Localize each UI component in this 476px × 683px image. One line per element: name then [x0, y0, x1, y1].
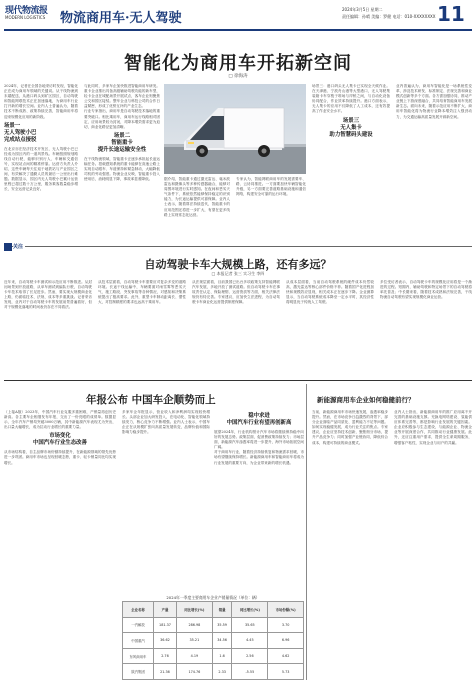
- article2-headline: 自动驾驶卡车大规模上路，还有多远？: [144, 258, 332, 271]
- article2-column-4: [286, 280, 374, 376]
- table-row: [123, 648, 304, 664]
- table-cell: 产量: [153, 602, 176, 618]
- article4-column-1: [312, 410, 388, 680]
- article1-column-3b: [236, 177, 306, 242]
- article1-paragraph: 行业专家指出，商用车是自动驾驶技术落地的重要突破口。相比乘用车，商用车运行线路相对固定，应用场景较为封闭，对降本增效需求更为迫切，商业化路径更加清晰。: [84, 109, 160, 129]
- table-cell: 35.59: [212, 617, 232, 633]
- subhead-line: 智能重卡: [111, 139, 133, 146]
- subhead-line: 完成站点接驳: [4, 136, 37, 143]
- article1-subhead-3: [312, 118, 390, 139]
- section-tag-marker: [4, 243, 12, 251]
- article1-subhead-2: [84, 133, 160, 154]
- subhead-line: 无人集卡: [340, 124, 362, 131]
- table-header-row: [123, 602, 304, 618]
- table-cell: 同比增长(%): [232, 602, 268, 618]
- table-cell: 陕汽集团: [123, 664, 154, 680]
- table-cell: 181.37: [153, 617, 176, 633]
- article1-column-4: [312, 84, 390, 242]
- table-cell: 销量: [212, 602, 232, 618]
- table-row: [123, 617, 304, 633]
- article2-column-3: [192, 280, 280, 376]
- table-cell: 4.19: [177, 648, 213, 664]
- article1-column-5: [396, 84, 472, 242]
- table-cell: 东风商用车: [123, 648, 154, 664]
- editor-info: 责任编辑：孙晴 美编：罗健 电话：010-XXXXXXXX: [342, 14, 436, 19]
- table-row: [123, 664, 304, 680]
- subhead-line: 提升长途运输安全性: [97, 146, 147, 153]
- article3-paragraph: 对于商用车行业，随着经济持续恢复和物流需求回暖，市场有望继续保持增长。新能源商用车和智能商用车将成为行业发展的重要方向，为企业带来新的增长机遇。: [214, 450, 304, 465]
- section-tag: 关注: [13, 244, 24, 250]
- article3-paragraph: 从市场结构看，自主品牌市场份额持续提升，在新能源领域的领先优势进一步巩固。商用车市场也呈现回暖态势，重卡、轻卡销量同比均实现增长。: [4, 450, 116, 465]
- table-cell: -5.55: [232, 664, 268, 680]
- table-cell: 3.70: [268, 617, 304, 633]
- table-cell: 中国重汽: [123, 633, 154, 649]
- article3-column-3: [214, 410, 304, 592]
- table-cell: 21.36: [153, 664, 176, 680]
- table-cell: 4.62: [268, 648, 304, 664]
- article2-column-5: [380, 280, 472, 376]
- subhead-kicker: 场景三: [342, 117, 360, 124]
- article1-paragraph: 专家认为，智能网联商用车的发展需要车、路、云协同推进。一方面要加快车辆智能化升级，另一方面要完善道路基础设施和通信网络，构建安全可靠的运行环境。: [236, 177, 306, 197]
- subhead-line: 中国汽车行业有望再创新高: [226, 420, 292, 426]
- article2-paragraph: 从成本层面看，当前自动驾驶系统的硬件成本仍然较高，激光雷达等核心部件价格不菲。随着国产化进程加快和规模效应显现，相关成本正在逐步下降。企业测算显示，当自动驾驶系统成本降至一定水平时，其经济性将明显优于传统人工驾驶。: [286, 280, 374, 305]
- article1-paragraph: 据介绍，智能重卡通过激光雷达、毫米波雷达和摄像头等多种传感器融合，能够对周围环境进行实时感知。在夜间和恶劣天气条件下，系统依然能够保持稳定的识别能力，为长途运输提供可靠保障。业内人士表示，随着算法持续迭代，智能重卡的应用范围还将进一步扩大，有望在更多线路上实现常态化运营。: [164, 177, 230, 217]
- table-cell: 5.73: [268, 664, 304, 680]
- article2-paragraph: 从技术层面看，自动驾驶卡车需要应对复杂多变的道路环境。长途干线运输中，车辆要面对雨雪雾等恶劣天气、施工路段、突发事故等各种情况，对感知和决策系统提出了极高要求。此外，重型卡车制动距离长、惯性大，对控制精度的要求也远高于乘用车。: [98, 280, 186, 305]
- article1-paragraph: 与此同时，多家车企加快推进智能商用车研发。重卡企业推出具备高级辅助驾驶功能的新车型，轻卡企业在城配场景开展试点，客车企业则聚焦公交和园区接驳。整车企业与科技公司的合作日益紧密，形成了优势互补的产业生态。: [84, 84, 160, 109]
- table-cell: 286.98: [177, 617, 213, 633]
- article4-headline: 新能源商用车企业如何稳健前行？: [317, 396, 415, 404]
- truck-photo-image: [164, 84, 306, 174]
- article4-column-2: [394, 410, 472, 680]
- article1-paragraph: 在干线物流领域，智能重卡正逐步承担起长途运输任务。搭载感知系统的重卡能够在高速公路上实现自动跟车、车道保持和紧急制动，大幅降低司机的劳动强度。物流企业反映，智能重卡投入使用后，油耗明显下降，事故率显著降低。: [84, 156, 160, 182]
- section-divider-bottom: [4, 380, 472, 381]
- table-cell: 35.65: [232, 617, 268, 633]
- article1-paragraph: 在北京亦庄经济技术开发区，无人驾驶小巴已经成为园区内的一道风景线。车辆按照规划路线自动行驶，能够识别行人、车辆和交通信号，实现站点间的精准停靠。运营方负责人介绍，这些车辆每天往返于地铁站与产业园区之间，有效解决了通勤人员的最后一公里出行难题。数据显示，园区内无人驾驶小巴累计运营里程已超过数十万公里，服务乘客数量稳步增长，安全运营记录良好。: [4, 146, 78, 192]
- subhead-kicker: 稳中求进: [248, 413, 270, 419]
- table-cell: 2.56: [232, 648, 268, 664]
- article3-paragraph: 多家车企年报显示，营业收入和净利润均实现较快增长。头部企业加大研发投入，在电动化、智能化领域持续发力，核心竞争力不断增强。业内人士表示，中国车企正在从规模扩张向高质量发展转变，品牌价值和国际影响力稳步提升。: [122, 410, 210, 435]
- article2-paragraph: 多位受访者表示，自动驾驶卡车的规模化应用将是一个渐进的过程。短期内，辅助驾驶和特定场景下的自动驾驶将率先普及；中长期来看，随着技术成熟和法规完善，干线物流自动驾驶有望实现规模化商业运营。: [380, 280, 472, 300]
- table-row: [123, 633, 304, 649]
- article4-paragraph: 当前，新能源商用车市场快速发展，渗透率稳步提升。然而，在市场竞争日趋激烈的背景下，部分企业面临产品同质化、盈利能力不足等问题。如何实现稳健发展，成为行业关注的焦点。专家建议，企业应坚持技术创新，聚焦细分市场，提升产品竞争力；同时加强产业链协同，降低综合成本，构建可持续的商业模式。: [312, 410, 388, 445]
- subhead-line: 中国汽车行业生态改善: [33, 440, 87, 447]
- table-cell: 35.21: [177, 633, 213, 649]
- table-cell: 4.45: [232, 633, 268, 649]
- article1-paragraph: 业内普遍认为，商用车智能化是一场系统性变革，涉及技术研发、标准制定、法规完善和商业模式创新等多个方面。各方需加强协同，推动产业链上下游深度融合，共同培育智能商用车发展新生态。面向未来，随着示范应用不断扩大，商用车智能化将为物流行业降本增效注入强劲动力，为交通运输高质量发展开辟新空间。: [396, 84, 472, 119]
- column-divider: [306, 384, 307, 680]
- article1-column-1: [4, 84, 78, 242]
- article3-column-1: [4, 410, 116, 680]
- masthead-rule: [4, 29, 472, 31]
- table-cell: 市场份额(%): [268, 602, 304, 618]
- article1-column-2: [84, 84, 160, 242]
- subhead-kicker: 场景一: [4, 122, 21, 129]
- data-table: [122, 601, 304, 680]
- article3-subhead-2: [214, 413, 304, 427]
- table-cell: 企业名称: [123, 602, 154, 618]
- article3-subhead-1: [4, 433, 116, 447]
- masthead: [0, 0, 476, 30]
- table-cell: 36.62: [153, 633, 176, 649]
- table-cell: 同比增长(%): [177, 602, 213, 618]
- newspaper-logo: 现代物流报: [5, 6, 48, 16]
- article1-paragraph: 场景三：港口码头无人集卡已实现全天候作业。在天津港、宁波舟山港等大型港口，无人驾驶集装箱卡车穿梭于堆场与岸桥之间，与自动化设备协同配合，作业效率持续提升。港口方面表示，无人集卡的应用不仅降低了人工成本，还有效提高了作业安全水平。: [312, 84, 390, 114]
- section-divider: [4, 246, 472, 247]
- article1-subhead-1: [4, 123, 78, 144]
- article3-column-2: [122, 410, 210, 592]
- table-cell: 2.76: [153, 648, 176, 664]
- newspaper-logo-sub: MODERN LOGISTICS: [5, 15, 46, 20]
- subhead-line: 无人驾驶小巴: [4, 129, 37, 136]
- subhead-kicker: 场景二: [113, 132, 131, 139]
- article2-column-2: [98, 280, 186, 376]
- table-cell: 1.6: [212, 648, 232, 664]
- section-title: 物流商用车·无人驾驶: [60, 11, 182, 26]
- article2-column-1: [4, 280, 92, 376]
- article1-column-3: [164, 177, 230, 242]
- table-cell: 174.76: [177, 664, 213, 680]
- article1-byline: □ 徐海涛: [228, 74, 248, 79]
- table-cell: 2.33: [212, 664, 232, 680]
- issue-date: 2024年3月5日 星期二: [342, 7, 383, 12]
- article3-headline: 年报公布 中国车企顺势而上: [86, 394, 216, 406]
- article1-headline: 智能化为商用车开拓新空间: [124, 53, 352, 74]
- table-cell: 6.96: [268, 633, 304, 649]
- page-number: 11: [437, 2, 465, 26]
- article4-paragraph: 业内人士指出，新能源商用车的推广应用离不开完善的基础设施支撑。充换电网络建设、氢能供应体系完善等，都是影响行业发展的关键因素。企业应积极参与生态建设，与能源企业、物流企业等开展深度合作，共同推动行业健康发展。此外，还应注重用户需求，提供全生命周期服务，增强客户粘性，实现企业与用户的共赢。: [394, 410, 472, 445]
- article2-paragraph: 近年来，自动驾驶卡车测试和示范应用不断推进。从封闭场景到开放道路，从单车测试到编队行驶，自动驾驶卡车技术取得了长足进步。然而，要实现大规模商业化上路，仍面临技术、法规、成本等多重挑战。记者采访发现，业内对于自动驾驶卡车的发展前景普遍看好，但对于规模化落地的时间表仍存在不同看法。: [4, 280, 92, 310]
- subhead-kicker: 市场变化: [49, 433, 71, 440]
- article1-paragraph: 2024年，记者在全国各地采访时发现，智能化正在成为商用车领域的关键词。从干线物流到末端配送，从港口码头到矿区园区，自动驾驶和智能网联技术正在加速落地，为商用车行业打开新的增长空间。业内人士普遍认为，随着技术不断成熟、政策持续完善，智能商用车将迎来规模化应用的新阶段。: [4, 84, 78, 119]
- article3-paragraph: 展望2024年，行业机构预计汽车市场将继续保持稳中向好的发展态势。政策层面，促消费政策持续发力；市场层面，新能源汽车渗透率将进一步提升，海外市场拓展空间广阔。: [214, 430, 304, 450]
- table-cell: 34.56: [212, 633, 232, 649]
- article3-paragraph: （上接A版）2023年，中国汽车行业克服多重困难，产销量再创历史新高。各主要车企相继发布年报，交出了一份亮眼的成绩单。数据显示，全年汽车产销均突破3000万辆，其中新能源汽车表现尤为突出，出口量大幅增长，成为拉动行业增长的重要力量。: [4, 410, 116, 430]
- article2-byline: □ 本报记者 张三 实习生 李四: [211, 271, 265, 276]
- subhead-line: 助力智慧码头建设: [329, 131, 373, 138]
- data-table-title: 2024年一季度主要商用车企业产销量情况（单位：辆）: [166, 595, 260, 600]
- article2-paragraph: 从法规层面看，目前我国已出台多项政策支持智能网联汽车发展，多地开放了测试道路。但自动驾驶卡车在事故责任认定、保险理赔、运营资质等方面，相关法律法规仍有待完善。专家建议，应加快立法进程，为自动驾驶卡车商业化运营提供制度保障。: [192, 280, 280, 305]
- truck-photo: [164, 84, 306, 174]
- table-cell: 一汽解放: [123, 617, 154, 633]
